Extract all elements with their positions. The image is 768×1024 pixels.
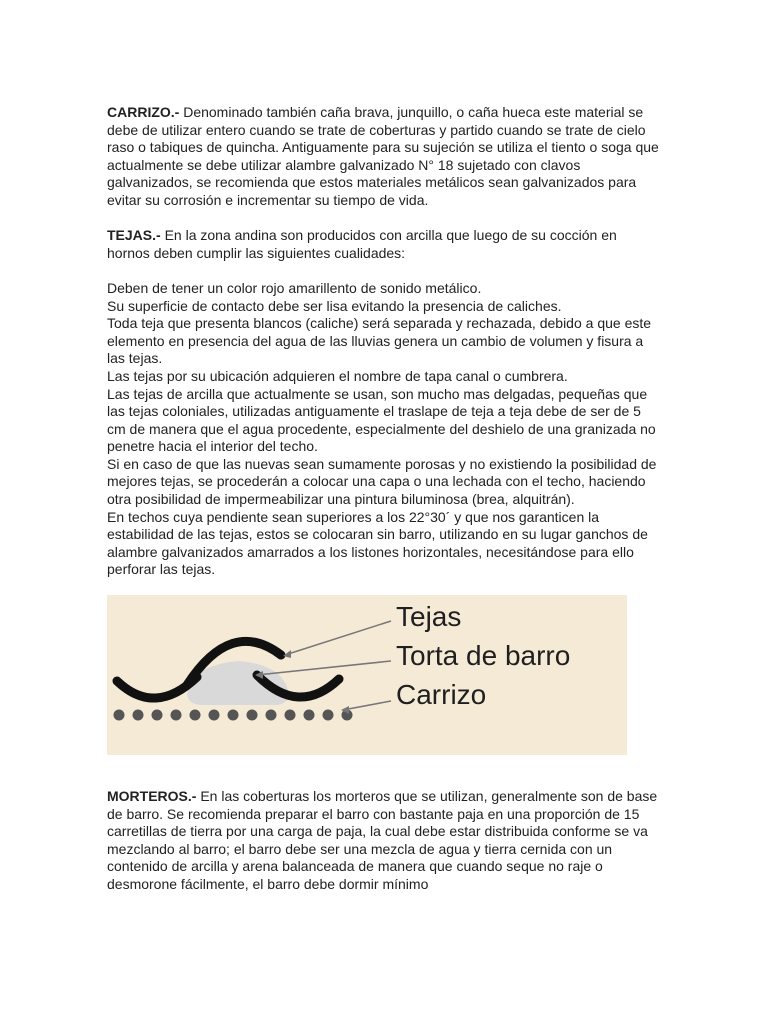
- carrizo-heading: CARRIZO.-: [107, 104, 180, 120]
- tejas-leader-line: [285, 621, 391, 655]
- roof-diagram-figure: [107, 595, 627, 755]
- tejas-item-1: Deben de tener un color rojo amarillento de sonido metálico.: [107, 279, 482, 296]
- reed-row: [114, 710, 353, 721]
- tejas-heading: TEJAS.-: [107, 227, 161, 244]
- carrizo-leader-line: [343, 701, 391, 710]
- barro-leader-line: [257, 661, 391, 675]
- tejas-item-4: Las tejas por su ubicación adquieren el nombre de tapa canal o cumbrera.: [107, 367, 568, 384]
- tejas-paragraph: [107, 227, 663, 262]
- tejas-item-3: Toda teja que presenta blancos (caliche) será separada y rechazada, debido a que este elemento en presencia del agua de las lluvias genera un cambio de volumen y fisura a las tejas.: [107, 315, 652, 367]
- tejas-item-7: En techos cuya pendiente sean superiores a los 22°30´ y que nos garanticen la estabilidad de las tejas, estos se colocaran sin barro, utilizando en su lugar ganchos de alambre galvanizados amarrados a los listones horizontales, necesitándose para ello perforar las tejas.: [107, 508, 648, 578]
- label-carrizo: Carrizo: [396, 679, 487, 711]
- carrizo-text: Denominado también caña brava, junquillo, o caña hueca este material se debe de utilizar entero cuando se trate de coberturas y partido cuando se trate de cielo raso o tabiques de quincha. Antiguamente para su sujeción se utiliza el tiento o soga que actualmente se debe utilizar alambre galvanizado N° 18 sujetado con clavos galvanizados, se recomienda que estos materiales metálicos sean galvanizados para evitar su corrosión e incrementar su tiempo de vida.: [107, 104, 659, 208]
- roof-diagram: [107, 595, 627, 755]
- label-torta-de-barro: Torta de barro: [396, 640, 571, 672]
- carrizo-paragraph: [107, 104, 663, 210]
- label-tejas: Tejas: [396, 601, 462, 633]
- morteros-paragraph: [107, 788, 663, 894]
- tejas-item-5: Las tejas de arcilla que actualmente se usan, son mucho mas delgadas, pequeñas que las tejas coloniales, utilizadas antiguamente el traslape de teja a teja debe de ser de 5 cm de manera que el agua procedente, especialmente del deshielo de una granizada no penetre hacia el interior del techo.: [107, 385, 656, 455]
- tejas-text: En la zona andina son producidos con arcilla que luego de su cocción en hornos deben cumplir las siguientes cualidades:: [107, 227, 617, 261]
- tejas-item-2: Su superficie de contacto debe ser lisa evitando la presencia de caliches.: [107, 297, 562, 314]
- morteros-text: En las coberturas los morteros que se utilizan, generalmente son de base de barro. Se recomienda preparar el barro con bastante paja en una proporción de 15 carretillas de tierra por una carga de paja, la cual debe estar distribuida conforme se va mezclando al barro; el barro debe ser una mezcla de agua y tierra cernida con un contenido de arcilla y arena balanceada de manera que cuando seque no raje o desmorone fácilmente, el barro debe dormir mínimo: [107, 788, 658, 892]
- morteros-heading: MORTEROS.-: [107, 788, 197, 805]
- tejas-item-6: Si en caso de que las nuevas sean sumamente porosas y no existiendo la posibilidad de mejores tejas, se procederán a colocar una capa o una lechada con el techo, haciendo otra posibilidad de impermeabilizar una pintura biluminosa (brea, alquitrán).: [107, 455, 657, 508]
- document-body: [107, 104, 663, 894]
